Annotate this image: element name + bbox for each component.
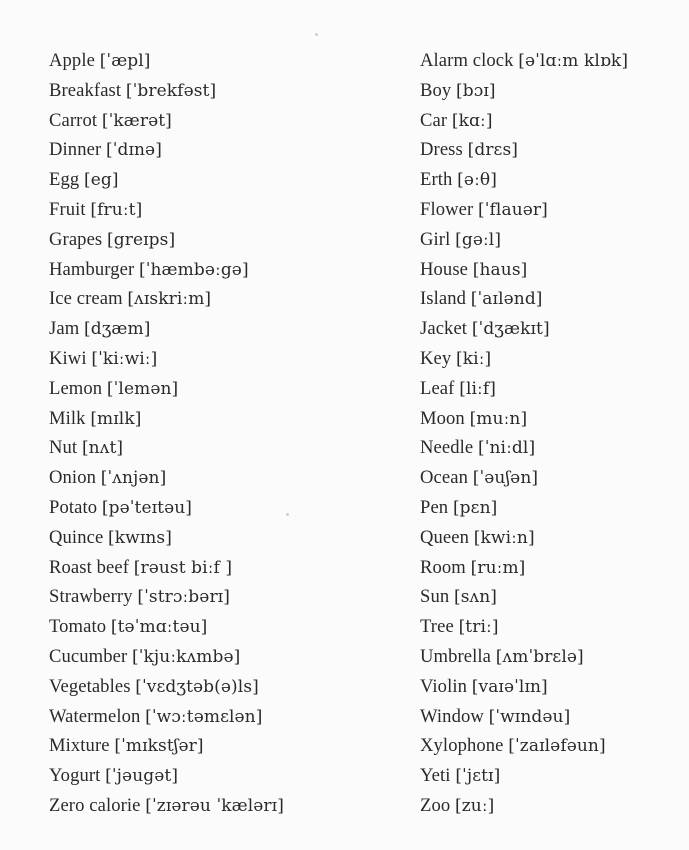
entry-transcription: [triː] (458, 617, 499, 638)
entry-word: Breakfast (49, 79, 122, 101)
entry-word: Xylophone (420, 735, 504, 757)
word-entry (420, 284, 682, 314)
entry-transcription: [fruːt] (90, 199, 143, 220)
word-entry (49, 642, 379, 672)
entry-word: Apple (49, 50, 95, 71)
entry-transcription: [bɔɪ] (456, 80, 496, 101)
entry-transcription: [muːn] (469, 408, 528, 429)
entry-transcription: [ˈjɛtɪ] (455, 766, 501, 787)
entry-word: Onion (49, 467, 96, 489)
word-entry (49, 165, 379, 195)
entry-word: Quince (49, 526, 104, 548)
entry-transcription: [drɛs] (467, 140, 519, 161)
word-entry (49, 433, 379, 463)
entry-word: Yeti (420, 765, 451, 787)
entry-word: Alarm clock (420, 50, 514, 71)
entry-word: Jacket (420, 318, 468, 340)
entry-transcription: [nʌt] (81, 438, 124, 459)
entry-word: Grapes (49, 228, 103, 250)
entry-word: Ocean (420, 467, 468, 489)
entry-word: Island (420, 288, 467, 310)
entry-word: Dinner (49, 139, 102, 161)
entry-word: Milk (49, 407, 86, 429)
word-entry (49, 46, 379, 76)
entry-word: Mixture (49, 735, 110, 757)
word-entry (420, 463, 682, 493)
entry-transcription: [kɑː] (451, 110, 493, 131)
entry-word: Leaf (420, 377, 455, 399)
entry-word: Nut (49, 437, 78, 459)
word-entry (49, 344, 379, 374)
word-entry (49, 404, 379, 434)
entry-transcription: [ˈflauər] (478, 199, 548, 220)
entry-transcription: [ˈkjuːkʌmbə] (132, 646, 241, 667)
entry-word: Dress (420, 139, 463, 161)
entry-word: Zero calorie (49, 794, 141, 816)
word-entry (49, 523, 379, 553)
entry-transcription: [ʌmˈbrɛlə] (495, 646, 584, 667)
entry-transcription: [eg] (84, 170, 119, 191)
entry-word: Room (420, 556, 466, 578)
entry-transcription: [haus] (472, 259, 528, 280)
word-entry (420, 642, 682, 672)
word-entry (49, 582, 379, 612)
entry-transcription: [ˈʌnjən] (100, 468, 167, 489)
entry-transcription: [ˈzɪərəu ˈkælərɪ] (145, 795, 284, 816)
entry-transcription: [ruːm] (470, 557, 526, 578)
entry-transcription: [əˈlɑːm klɒk] (518, 51, 629, 71)
word-entry (49, 791, 379, 821)
entry-transcription: [zuː] (455, 795, 495, 816)
entry-transcription: [əːθ] (457, 170, 497, 191)
word-entry (420, 582, 682, 612)
entry-transcription: [ˈmɪkstʃər] (114, 736, 204, 757)
word-entry (420, 255, 682, 285)
entry-transcription: [kwɪns] (108, 527, 172, 548)
entry-transcription: [gəːl] (455, 229, 502, 250)
entry-word: Strawberry (49, 586, 133, 608)
word-entry (49, 761, 379, 791)
entry-word: Kiwi (49, 347, 87, 369)
word-entry (49, 284, 379, 314)
entry-transcription: [sʌn] (454, 587, 498, 608)
word-entry (420, 553, 682, 583)
entry-word: Erth (420, 169, 453, 191)
word-entry (420, 761, 682, 791)
word-entry (420, 165, 682, 195)
entry-word: Car (420, 109, 448, 131)
word-entry (49, 463, 379, 493)
entry-word: Fruit (49, 198, 86, 220)
entry-transcription: [pɛn] (452, 497, 498, 518)
entry-word: Tree (420, 616, 454, 638)
word-entry (49, 76, 379, 106)
word-entry (49, 106, 379, 136)
word-entry (49, 731, 379, 761)
entry-word: Needle (420, 437, 474, 459)
entry-word: Hamburger (49, 258, 135, 280)
entry-transcription: [ˈhæmbəːgə] (139, 259, 249, 280)
word-list-right (420, 46, 682, 821)
word-entry (420, 225, 682, 255)
entry-word: Potato (49, 496, 98, 518)
entry-word: Cucumber (49, 645, 128, 667)
entry-transcription: [ˈniːdl] (478, 438, 536, 459)
entry-word: Watermelon (49, 705, 141, 727)
entry-transcription: [ʌɪskriːm] (127, 289, 212, 310)
word-entry (420, 46, 682, 76)
entry-word: Zoo (420, 794, 451, 816)
word-entry (49, 672, 379, 702)
entry-transcription: [ˈæpl] (99, 51, 151, 71)
entry-transcription: [ˈaɪlənd] (470, 289, 543, 310)
word-entry (420, 135, 682, 165)
entry-transcription: [ˈstrɔːbərɪ] (137, 587, 230, 608)
entry-transcription: [ˈzaɪləfəun] (508, 736, 606, 757)
entry-transcription: [ˈwɔːtəmɛlən] (145, 706, 263, 727)
entry-word: Window (420, 705, 484, 727)
word-entry (49, 493, 379, 523)
paper-speck (315, 33, 318, 36)
entry-word: Boy (420, 79, 452, 101)
word-entry (420, 791, 682, 821)
word-entry (420, 433, 682, 463)
entry-transcription: [ˈkærət] (101, 110, 172, 131)
entry-transcription: [kwiːn] (473, 527, 535, 548)
entry-word: Egg (49, 169, 80, 191)
entry-transcription: [ˈəuʃən] (472, 468, 539, 489)
entry-word: Tomato (49, 616, 107, 638)
word-entry (420, 314, 682, 344)
entry-word: Sun (420, 586, 450, 608)
entry-transcription: [ˈdʒækɪt] (471, 319, 550, 340)
entry-word: Key (420, 347, 452, 369)
entry-transcription: [təˈmɑːtəu] (110, 617, 208, 638)
word-entry (49, 374, 379, 404)
word-entry (420, 344, 682, 374)
entry-transcription: [rəust biːf ] (133, 557, 233, 578)
word-entry (420, 702, 682, 732)
entry-transcription: [ˈdɪnə] (105, 140, 162, 161)
entry-transcription: [mɪlk] (90, 408, 142, 429)
entry-word: Ice cream (49, 288, 123, 310)
word-entry (420, 672, 682, 702)
entry-transcription: [ˈjəugət] (105, 766, 179, 787)
entry-transcription: [ˈlemən] (106, 378, 179, 399)
entry-word: Vegetables (49, 675, 131, 697)
entry-word: Carrot (49, 109, 98, 131)
entry-word: Violin (420, 675, 468, 697)
entry-word: Queen (420, 526, 470, 548)
entry-transcription: [ˈvɛdʒtəb(ə)ls] (135, 676, 259, 697)
word-entry (49, 255, 379, 285)
word-entry (420, 76, 682, 106)
entry-word: Girl (420, 228, 451, 250)
entry-word: House (420, 258, 469, 280)
word-entry (49, 612, 379, 642)
word-entry (420, 731, 682, 761)
word-entry (49, 225, 379, 255)
entry-transcription: [pəˈteɪtəu] (101, 497, 193, 518)
entry-transcription: [kiː] (456, 348, 492, 369)
entry-word: Roast beef (49, 556, 129, 578)
word-list-left (49, 46, 379, 821)
entry-word: Yogurt (49, 765, 101, 787)
word-entry (49, 314, 379, 344)
entry-transcription: [ˈbrekfəst] (125, 80, 217, 101)
word-entry (420, 493, 682, 523)
entry-word: Flower (420, 198, 474, 220)
word-entry (49, 135, 379, 165)
entry-word: Jam (49, 318, 80, 340)
word-entry (420, 374, 682, 404)
entry-word: Pen (420, 496, 449, 518)
word-entry (420, 523, 682, 553)
entry-transcription: [greɪps] (107, 229, 176, 250)
word-entry (420, 612, 682, 642)
word-entry (420, 195, 682, 225)
word-entry (49, 553, 379, 583)
entry-word: Lemon (49, 377, 103, 399)
entry-transcription: [dʒæm] (84, 319, 151, 340)
entry-transcription: [ˈwɪndəu] (488, 706, 571, 727)
word-entry (49, 702, 379, 732)
entry-word: Umbrella (420, 645, 492, 667)
word-entry (420, 106, 682, 136)
word-entry (49, 195, 379, 225)
entry-transcription: [ˈkiːwiː] (91, 348, 158, 369)
word-entry (420, 404, 682, 434)
entry-transcription: [liːf] (459, 378, 496, 399)
entry-word: Moon (420, 407, 465, 429)
entry-transcription: [vaɪəˈlɪn] (471, 676, 548, 697)
